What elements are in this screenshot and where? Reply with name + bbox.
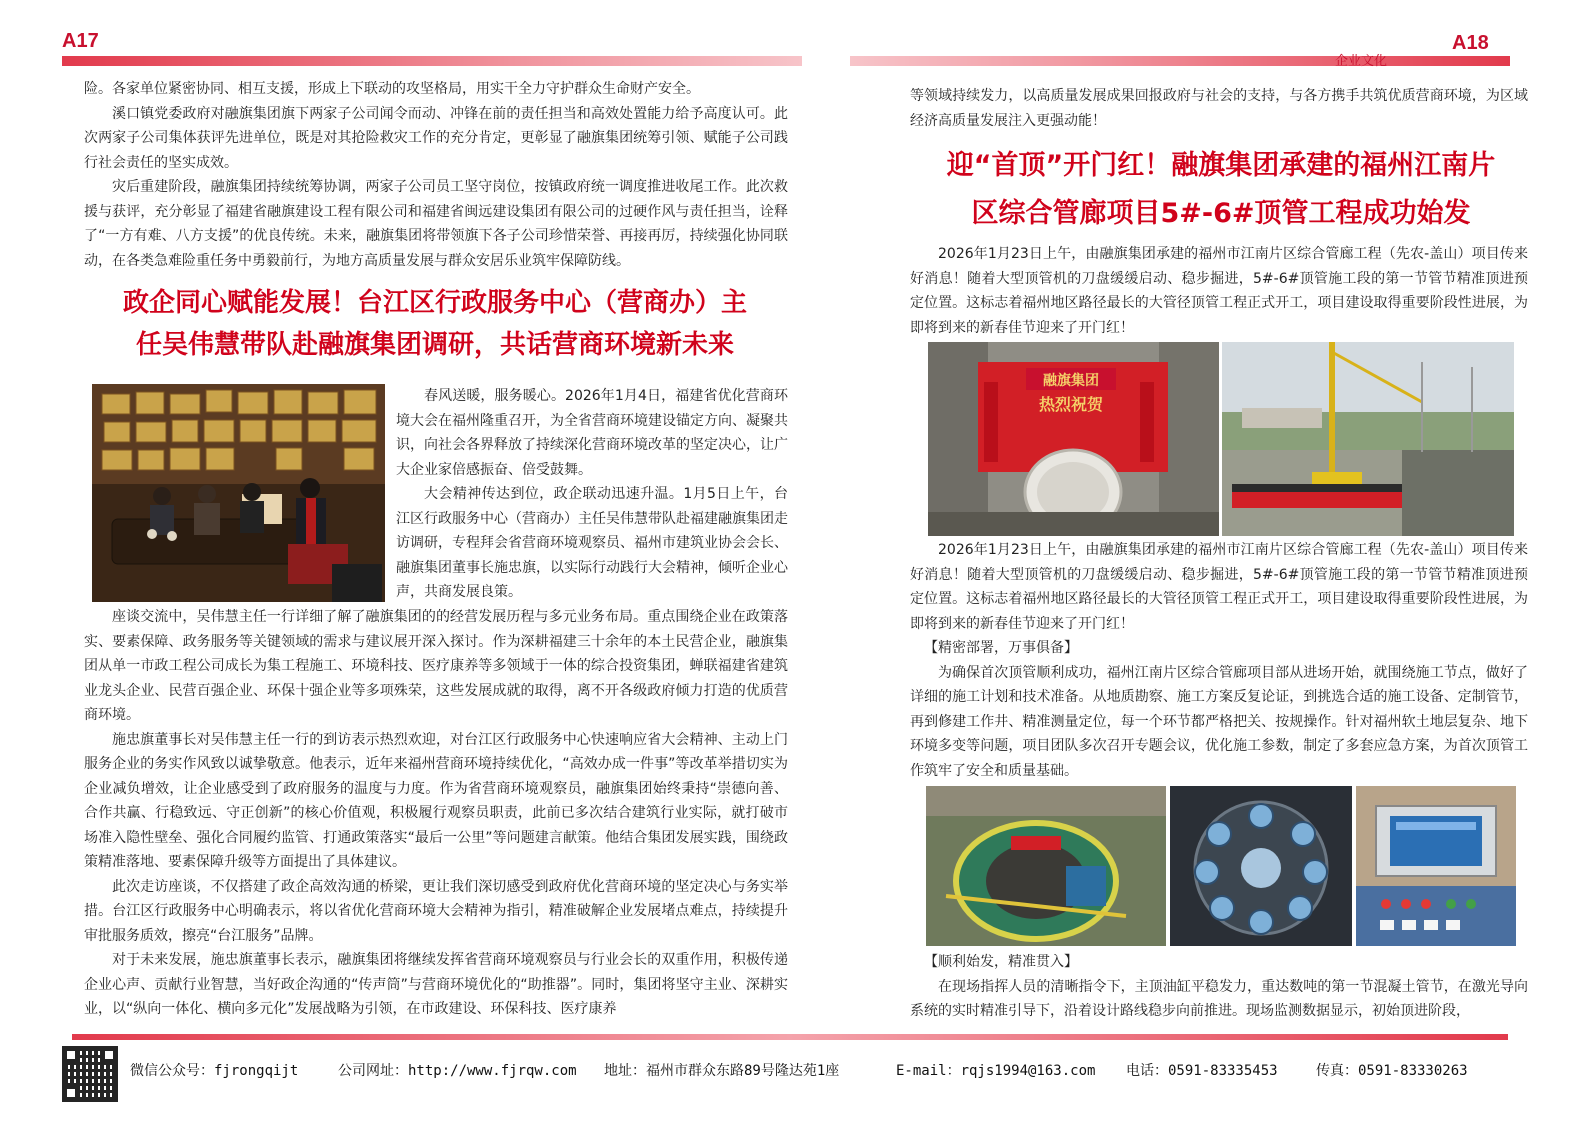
- section-label: 企业文化: [1335, 54, 1388, 69]
- meeting-photo: [92, 384, 385, 602]
- right-headline-line2: 区综合管廊项目5#-6#顶管工程成功始发: [971, 198, 1471, 229]
- subheading-launch: 【顺利始发，精准贯入】: [924, 954, 1078, 970]
- header-bar-right: [850, 56, 1510, 66]
- qr-code[interactable]: [62, 1046, 118, 1102]
- left-headline-line2: 任吴伟慧带队赴融旗集团调研，共话营商环境新未来: [135, 330, 734, 360]
- right-intro-p: 等领域持续发力，以高质量发展成果回报政府与社会的支持，与各方携手共筑优质营商环境，为区域经济高质量发展注入更强动能！: [910, 88, 1528, 129]
- left-headline-line1: 政企同心赋能发展！台江区行政服务中心（营商办）主: [122, 288, 747, 318]
- footer-wechat: 微信公众号：fjrongqijt: [130, 1063, 299, 1079]
- right-para2: [910, 538, 1528, 783]
- left-intro-p2: 溪口镇党委政府对融旗集团旗下两家子公司闻令而动、冲锋在前的责任担当和高效处置能力给予高度认可。此次两家子公司集体获评先进单位，既是对其抢险救灾工作的充分肯定，更彰显了融旗集团统筹引领、赋能子公司践行社会责任的坚实成效。: [84, 105, 788, 171]
- right-page-number: A18: [1452, 32, 1489, 54]
- footer-address: 地址：福州市群众东路89号隆达苑1座: [604, 1063, 840, 1079]
- shaft-aerial-photo: [926, 786, 1166, 946]
- header-bar-left: [62, 56, 802, 66]
- launch-ceremony-photo: [928, 342, 1219, 536]
- right-para4: [910, 950, 1528, 1024]
- left-page-number: A17: [62, 30, 99, 52]
- banner-congrats-text: 热烈祝贺: [1038, 395, 1104, 414]
- footer-email[interactable]: E-mail：rqjs1994@163.com: [896, 1063, 1096, 1079]
- left-intro-p3: 灾后重建阶段，融旗集团持续统筹协调，两家子公司员工坚守岗位，按镇政府统一调度推进收尾工作。此次救援与获评，充分彰显了福建省融旗建设工程有限公司和福建省闽远建设集团有限公司的过硬作风与责任担当，诠释了“一方有难、八方支援”的优良传统。未来，融旗集团将带领旗下各子公司珍惜荣誉、再接再厉，持续强化协同联动，在各类急难险重任务中勇毅前行，为地方高质量发展与群众安居乐业筑牢保障防线。: [84, 179, 788, 269]
- left-body-p2: 施忠旗董事长对吴伟慧主任一行的到访表示热烈欢迎，对台江区行政服务中心快速响应省大会精神、主动上门服务企业的务实作风致以诚挚敬意。他表示，近年来福州营商环境持续优化，“高效办成一件事”等改革举措切实为企业减负增效，让企业感受到了政府服务的温度与力度。作为省营商环境观察员，融旗集团始终秉持“崇德向善、合作共赢、行稳致远、守正创新”的核心价值观，积极履行观察员职责，此前已多次结合建筑行业实际，就打破市场准入隐性壁垒、强化合同履约监管、打通政策落实“最后一公里”等问题建言献策。他结合集团发展实践，围绕政策精准落地、要素保障升级等方面提出了具体建议。: [84, 731, 788, 870]
- footer-bar: [72, 1034, 1508, 1040]
- right-headline: [898, 142, 1544, 238]
- left-body: [84, 605, 788, 1022]
- left-body-p4: 对于未来发展，施忠旗董事长表示，融旗集团将继续发挥省营商环境观察员与行业会长的双重作用，积极传递企业心声、贡献行业智慧，当好政企沟通的“传声筒”与营商环境优化的“助推器”。同时，集团将坚守主业、深耕实业，以“纵向一体化、横向多元化”发展战略为引领，在市政建设、环保科技、医疗康养: [84, 952, 788, 1017]
- right-para1-text: 2026年1月23日上午，由融旗集团承建的福州市江南片区综合管廊工程（先农-盖山）项目传来好消息！随着大型顶管机的刀盘缓缓启动、稳步掘进，5#-6#顶管施工段的第一节管节精准顶进预定位置。这标志着福州地区路径最长的大管径顶管工程正式开工，项目建设取得重要阶段性进展，为即将到来的新春佳节迎来了开门红！: [910, 246, 1528, 336]
- control-panel-photo: [1356, 786, 1516, 946]
- footer-fax: 传真：0591-83330263: [1316, 1063, 1468, 1079]
- footer-phone: 电话：0591-83335453: [1126, 1063, 1278, 1079]
- left-body-p1: 座谈交流中，吴伟慧主任一行详细了解了融旗集团的的经营发展历程与多元业务布局。重点围绕企业在政策落实、要素保障、政务服务等关键领域的需求与建议展开深入探讨。作为深耕福建三十余年的本土民营企业，融旗集团从单一市政工程公司成长为集工程施工、环境科技、医疗康养等多领域于一体的综合投资集团，蝉联福建省建筑业龙头企业、民营百强企业、环保十强企业等多项殊荣，这些发展成就的取得，离不开各级政府倾力打造的优质营商环境。: [84, 609, 788, 723]
- left-intro: [84, 77, 788, 273]
- jack-cylinders-photo: [1170, 786, 1352, 946]
- right-para1: [910, 242, 1528, 340]
- subheading-deployment: 【精密部署，万事俱备】: [924, 640, 1078, 656]
- right-headline-line1: 迎“首顶”开门红！融旗集团承建的福州江南片: [946, 150, 1496, 181]
- left-headline: [70, 282, 800, 366]
- right-intro: [910, 84, 1528, 133]
- left-intro-p1: 险。各家单位紧密协同、相互支援，形成上下联动的攻坚格局，用实干全力守护群众生命财产安全。: [84, 81, 700, 97]
- beside-photo-p2: 大会精神传达到位，政企联动迅速升温。1月5日上午，台江区行政服务中心（营商办）主任吴伟慧带队赴福建融旗集团走访调研，专程拜会省营商环境观察员、福州市建筑业协会会长、融旗集团董事长施忠旗，以实际行动践行大会精神，倾听企业心声，共商发展良策。: [396, 486, 788, 600]
- beside-photo-p1: 春风送暖，服务暖心。2026年1月4日，福建省优化营商环境大会在福州隆重召开，为全省营商环境建设锚定方向、凝聚共识，向社会各界释放了持续深化营商环境改革的坚定决心，让广大企业家倍感振奋、倍受鼓舞。: [396, 388, 788, 478]
- left-body-p3: 此次走访座谈，不仅搭建了政企高效沟通的桥梁，更让我们深切感受到政府优化营商环境的坚定决心与务实举措。台江区行政服务中心明确表示，将以省优化营商环境大会精神为指引，精准破解企业发展堵点难点，持续提升审批服务质效，擦亮“台江服务”品牌。: [84, 878, 788, 944]
- right-para2-text: 2026年1月23日上午，由融旗集团承建的福州市江南片区综合管廊工程（先农-盖山）项目传来好消息！随着大型顶管机的刀盘缓缓启动、稳步掘进，5#-6#顶管施工段的第一节管节精准顶进预定位置。这标志着福州地区路径最长的大管径顶管工程正式开工，项目建设取得重要阶段性进展，为即将到来的新春佳节迎来了开门红！: [910, 542, 1528, 632]
- left-beside-photo: [396, 384, 788, 605]
- footer-website[interactable]: 公司网址：http://www.fjrqw.com: [338, 1063, 577, 1079]
- crane-site-photo: [1222, 342, 1514, 536]
- right-para3-text: 为确保首次顶管顺利成功，福州江南片区综合管廊项目部从进场开始，就围绕施工节点，做好了详细的施工计划和技术准备。从地质勘察、施工方案反复论证，到挑选合适的施工设备、定制管节，再到修建工作井、精准测量定位，每一个环节都严格把关、按规操作。针对福州软土地层复杂、地下环境多变等问题，项目团队多次召开专题会议，优化施工参数，制定了多套应急方案，为首次顶管工作筑牢了安全和质量基础。: [910, 664, 1528, 779]
- banner-company-text: 融旗集团: [1043, 373, 1099, 389]
- right-para4-text: 在现场指挥人员的清晰指令下，主顶油缸平稳发力，重达数吨的第一节混凝土管节，在激光导向系统的实时精准引导下，沿着设计路线稳步向前推进。现场监测数据显示，初始顶进阶段，: [910, 978, 1528, 1019]
